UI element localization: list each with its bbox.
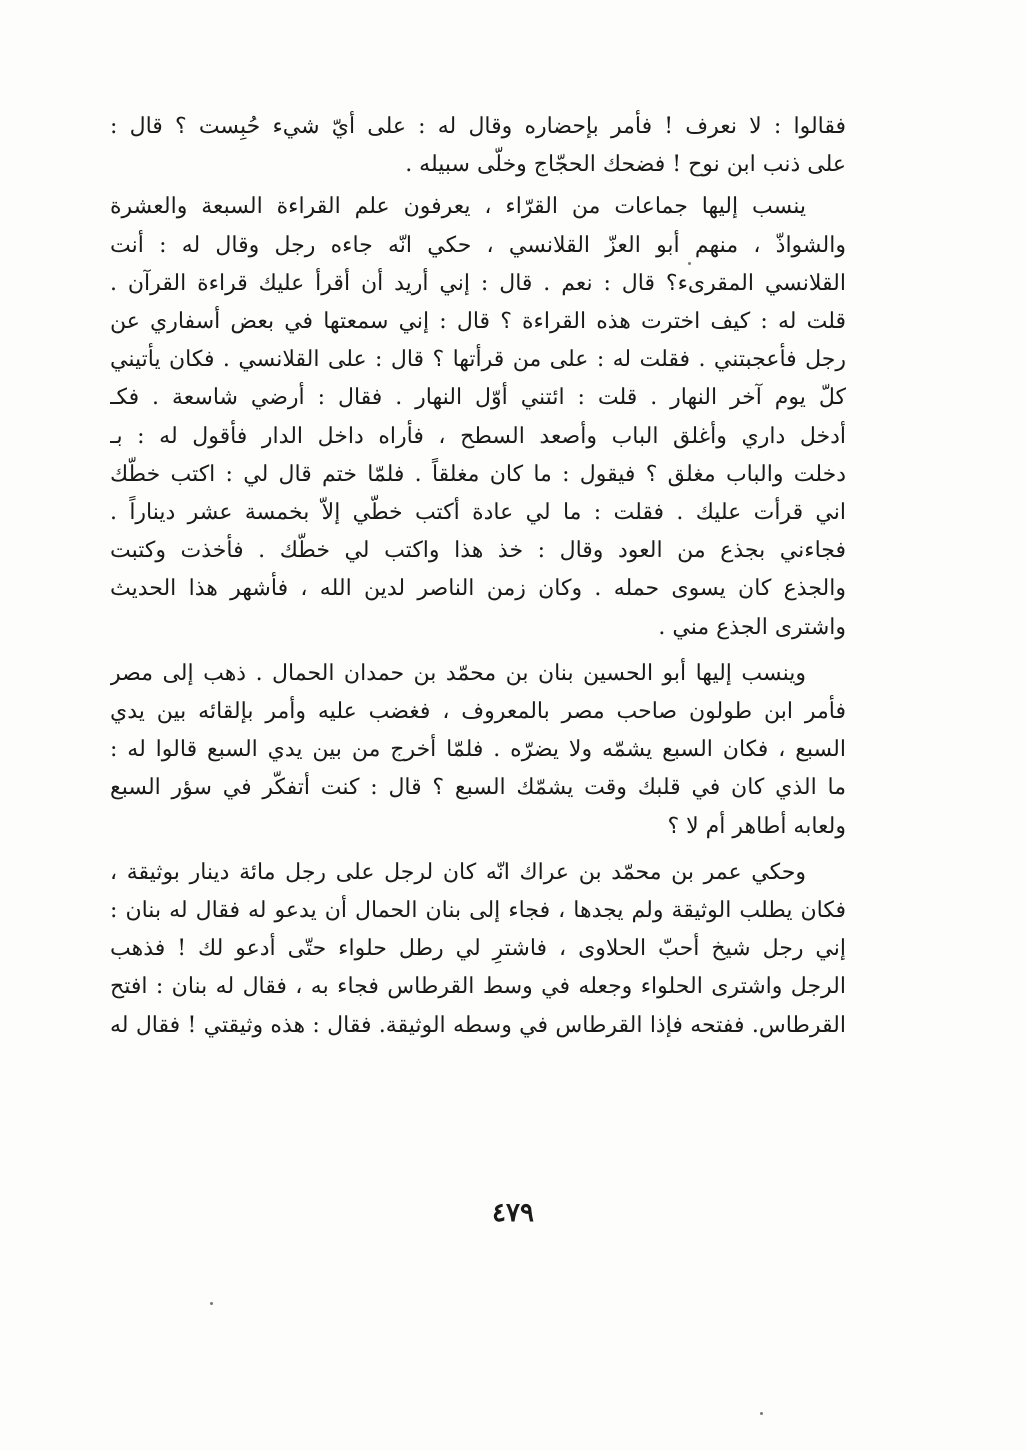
- text-line: واشترى الجذع مني .: [658, 614, 846, 640]
- paragraph-2: [110, 188, 846, 646]
- text-line: دخلت والباب مغلق ؟ فيقول : ما كان مغلقاً . فلمّا ختم قال لي : اكتب خطّك: [110, 461, 846, 487]
- paragraph-4: [110, 854, 846, 1045]
- text-line: فقالوا : لا نعرف ! فأمر بإحضاره وقال له : على أيّ شيء حُبِست ؟ قال :: [110, 114, 846, 139]
- text-line: ما الذي كان في قلبك وقت يشمّك السبع ؟ قال : كنت أتفكّر في سؤر السبع: [110, 775, 846, 801]
- text-line: والشواذّ ، منهم أبو العزّ القلانسي ، حكي انّه جاءه رجل وقال له : أنت: [110, 232, 846, 258]
- text-line: ولعابه أطاهر أم لا ؟: [667, 813, 846, 839]
- page-number: ٤٧٩: [492, 1198, 534, 1228]
- text-line: قلت له : كيف اخترت هذه القراءة ؟ قال : إني سمعتها في بعض أسفاري عن: [110, 309, 846, 335]
- paragraph-1: [110, 108, 846, 184]
- scan-speck: [688, 262, 691, 265]
- text-line: القلانسي المقرىء؟ قال : نعم . قال : إني أريد أن أقرأ عليك قراءة القرآن .: [110, 270, 846, 296]
- text-line: كلّ يوم آخر النهار . قلت : ائتني أوّل النهار . فقال : أرضي شاسعة . فكـ: [110, 385, 846, 411]
- text-line: السبع ، فكان السبع يشمّه ولا يضرّه . فلمّا أخرج من بين يدي السبع قالوا له :: [110, 737, 846, 763]
- scan-speck: [760, 1412, 763, 1415]
- text-line: رجل فأعجبتني . فقلت له : على من قرأتها ؟ قال : على القلانسي . فكان يأتيني: [110, 347, 846, 373]
- text-line: ينسب إليها جماعات من القرّاء ، يعرفون علم القراءة السبعة والعشرة: [110, 194, 806, 220]
- paragraph-3: [110, 655, 846, 846]
- text-line: والجذع كان يسوى حمله . وكان زمن الناصر لدين الله ، فأشهر هذا الحديث: [110, 576, 846, 602]
- text-line: إني رجل شيخ أحبّ الحلاوى ، فاشترِ لي رطل حلواء حتّى أدعو لك ! فذهب: [110, 936, 846, 962]
- text-line: القرطاس. ففتحه فإذا القرطاس في وسطه الوثيقة. فقال : هذه وثيقتي ! فقال له: [110, 1012, 846, 1038]
- text-line: الرجل واشترى الحلواء وجعله في وسط القرطاس فجاء به ، فقال له بنان : افتح: [110, 974, 846, 1000]
- text-line: اني قرأت عليك . فقلت : ما لي عادة أكتب خطّي إلاّ بخمسة عشر ديناراً .: [110, 500, 846, 526]
- text-line: وحكي عمر بن محمّد بن عراك انّه كان لرجل على رجل مائة دينار بوثيقة ،: [110, 859, 806, 885]
- text-line: على ذنب ابن نوح ! فضحك الحجّاج وخلّى سبيله .: [405, 152, 846, 178]
- text-line: فجاءني بجذع من العود وقال : خذ هذا واكتب لي خطّك . فأخذت وكتبت: [110, 538, 846, 564]
- scan-speck: [210, 1302, 213, 1305]
- text-line: وينسب إليها أبو الحسين بنان بن محمّد بن حمدان الحمال . ذهب إلى مصر: [110, 660, 806, 686]
- text-line: فأمر ابن طولون صاحب مصر بالمعروف ، فغضب عليه وأمر بإلقائه بين يدي: [110, 699, 846, 725]
- text-line: فكان يطلب الوثيقة ولم يجدها ، فجاء إلى بنان الحمال أن يدعو له فقال له بنان :: [110, 898, 846, 924]
- page-text: [110, 108, 846, 1045]
- text-line: أدخل داري وأغلق الباب وأصعد السطح ، فأراه داخل الدار فأقول له : بـ: [110, 423, 846, 449]
